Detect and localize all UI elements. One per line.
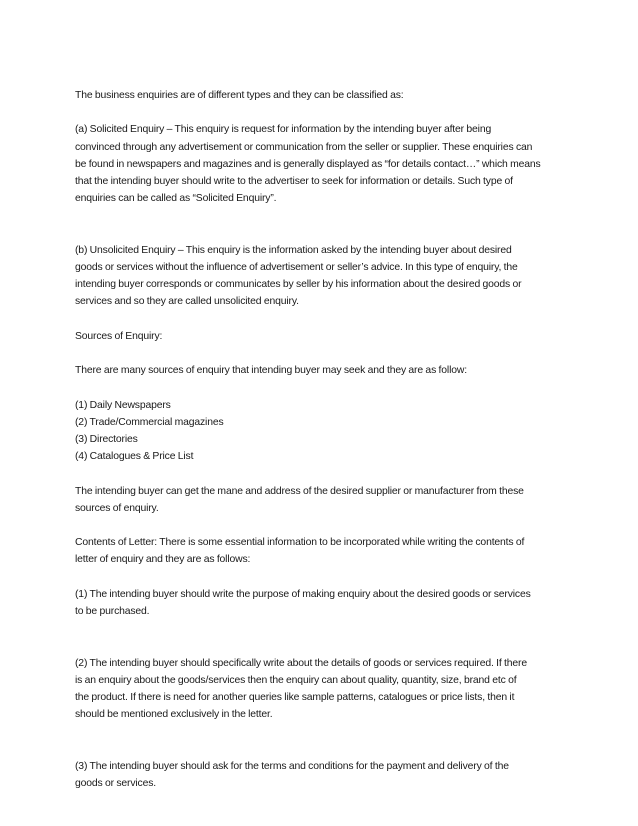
point-1-paragraph (75, 586, 565, 620)
point-2-paragraph (75, 655, 565, 724)
paragraph-line: that the intending buyer should write to the advertiser to seek for information or details. Such type of (75, 176, 513, 187)
list-item: (3) Directories (75, 433, 138, 445)
list-item: (2) Trade/Commercial magazines (75, 416, 224, 428)
paragraph-line: be found in newspapers and magazines and is generally displayed as “for details contact…” which means (75, 158, 541, 170)
paragraph-line: the product. If there is need for another queries like sample patterns, catalogues or price lists, then it (75, 691, 515, 703)
sources-intro: There are many sources of enquiry that intending buyer may seek and they are as follow: (75, 365, 467, 377)
sources-list (75, 397, 565, 466)
paragraph-line: is an enquiry about the goods/services then the enquiry can about quality, quantity, size, brand etc of (75, 674, 517, 686)
paragraph-line: should be mentioned exclusively in the letter. (75, 709, 273, 721)
contents-intro-paragraph (75, 534, 565, 568)
paragraph-line: (b) Unsolicited Enquiry – This enquiry is the information asked by the intending buyer about desired (75, 244, 512, 256)
paragraph-line: (1) The intending buyer should write the purpose of making enquiry about the desired goods or services (75, 588, 531, 600)
sources-note-paragraph (75, 483, 565, 517)
point-3-paragraph (75, 758, 565, 792)
solicited-enquiry-paragraph (75, 121, 565, 207)
paragraph-line: goods or services. (75, 777, 157, 789)
paragraph-line: letter of enquiry and they are as follows: (75, 554, 251, 566)
paragraph-line: to be purchased. (75, 605, 150, 617)
paragraph-line: services and so they are called unsolicited enquiry. (75, 296, 299, 308)
paragraph-line: The intending buyer can get the mane and address of the desired supplier or manufacturer from these (75, 485, 524, 497)
paragraph-line: intending buyer corresponds or communicates by seller by his information about the desired goods or (75, 279, 522, 291)
sources-heading: Sources of Enquiry: (75, 330, 163, 342)
paragraph-line: goods or services without the influence of advertisement or seller’s advice. In this type of enquiry, the (75, 262, 518, 273)
document-body (75, 87, 565, 792)
list-item: (1) Daily Newspapers (75, 399, 171, 411)
list-item: (4) Catalogues & Price List (75, 451, 194, 463)
paragraph-line: sources of enquiry. (75, 502, 159, 514)
paragraph-line: convinced through any advertisement or communication from the seller or supplier. These enquiries can (75, 141, 533, 153)
paragraph-line: enquiries can be called as “Solicited Enquiry”. (75, 193, 277, 205)
paragraph-line: (3) The intending buyer should ask for the terms and conditions for the payment and delivery of the (75, 760, 509, 772)
paragraph-line: Contents of Letter: There is some essential information to be incorporated while writing the contents of (75, 537, 525, 549)
paragraph-line: (2) The intending buyer should specifically write about the details of goods or services required. If there (75, 657, 527, 669)
intro-line: The business enquiries are of different types and they can be classified as: (75, 90, 404, 101)
paragraph-line: (a) Solicited Enquiry – This enquiry is request for information by the intending buyer after being (75, 124, 492, 136)
unsolicited-enquiry-paragraph (75, 242, 565, 311)
